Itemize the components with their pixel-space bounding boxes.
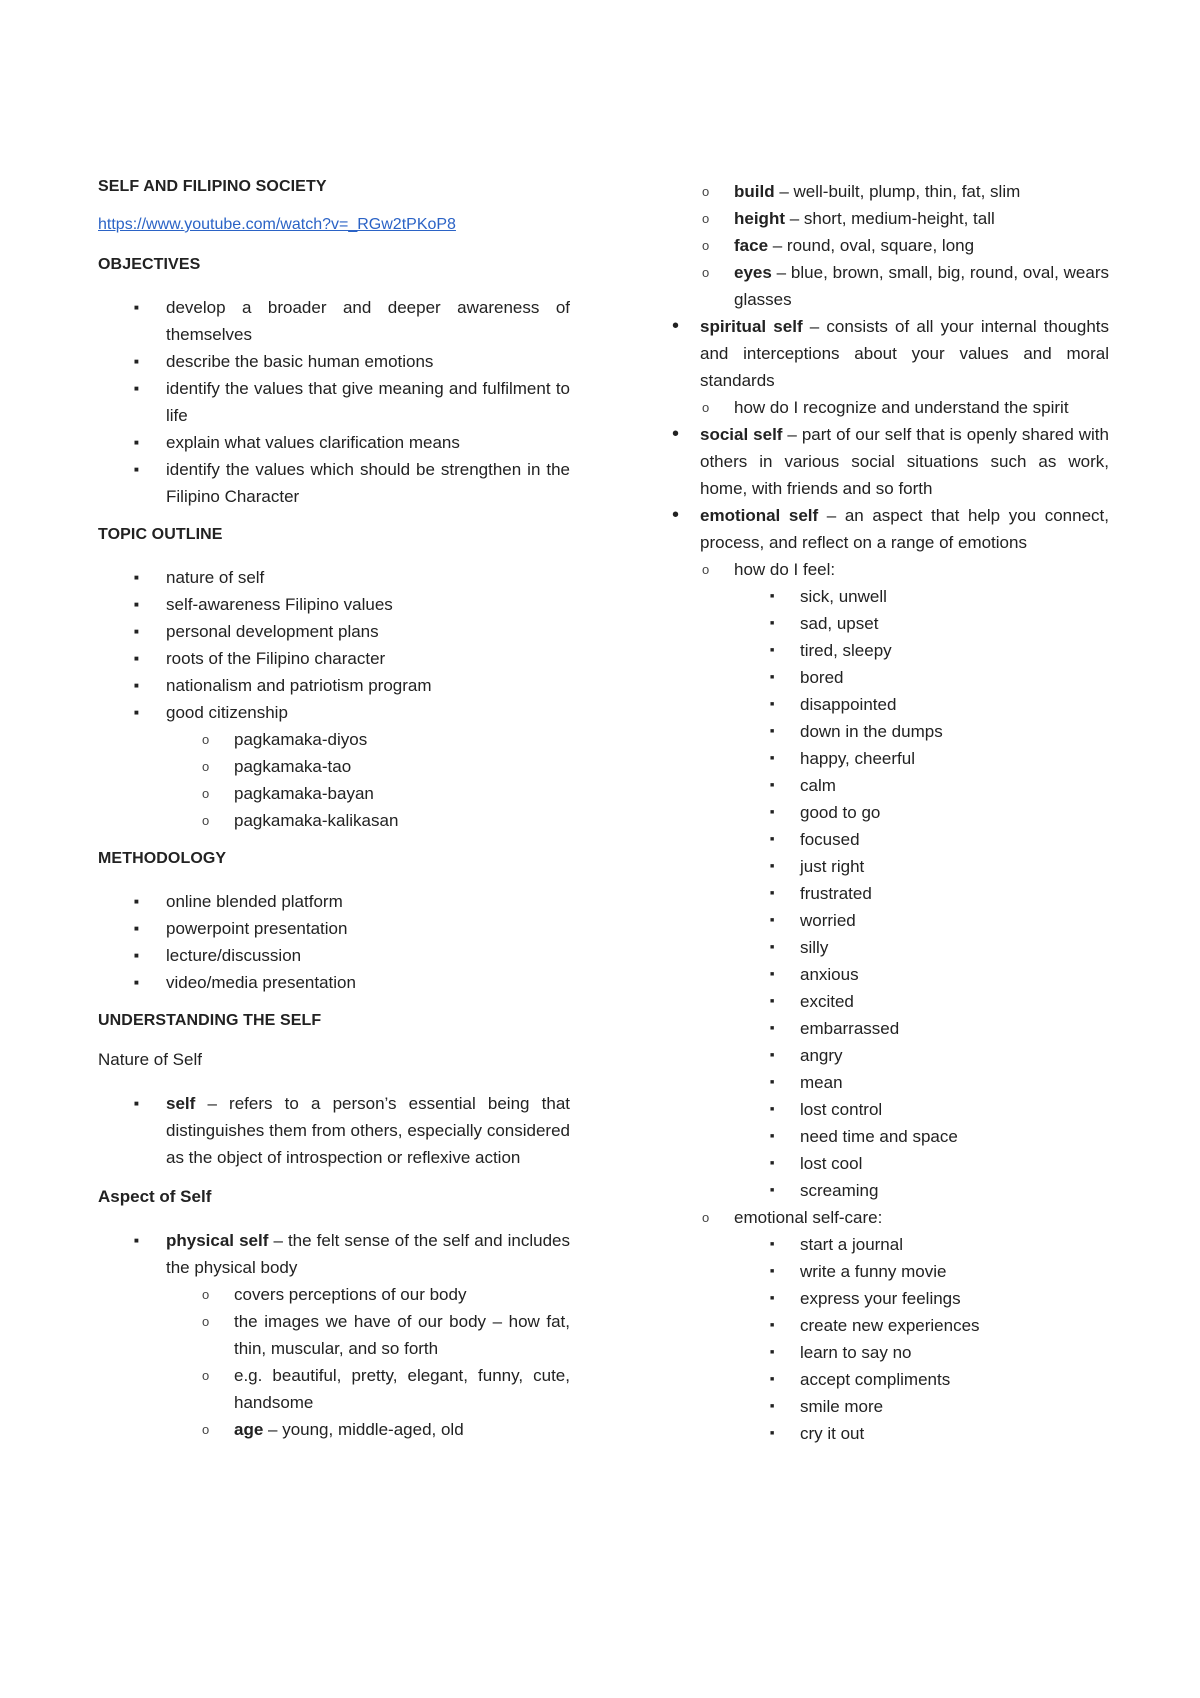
objectives-list [98,294,570,510]
methodology-list [98,888,570,996]
feeling-item: ■ worried [734,907,1109,934]
feeling-item: ■ good to go [734,799,1109,826]
selfcare-item: ■ start a journal [734,1231,1109,1258]
sub-list-item [664,259,1109,313]
feeling-item: ■ mean [734,1069,1109,1096]
list-item: ■ personal development plans [98,618,570,645]
list-item: ■ identify the values that give meaning and fulfilment to life [98,375,570,429]
physical-sublist [98,1281,570,1443]
feelings-list [734,583,1109,1204]
list-item: ■ online blended platform [98,888,570,915]
list-item [664,502,1109,1447]
selfcare-item: ■ accept compliments [734,1366,1109,1393]
feeling-item: ■ silly [734,934,1109,961]
selfcare-item: ■ write a funny movie [734,1258,1109,1285]
selfcare-item: ■ smile more [734,1393,1109,1420]
definition: – an aspect that help you connect, process, and reflect on a range of emotions [700,506,1109,552]
objectives-heading: OBJECTIVES [98,256,201,273]
self-aspects-list [664,313,1109,1447]
term: face [734,236,769,255]
sub-list-item [166,1416,570,1443]
methodology-heading: METHODOLOGY [98,850,227,867]
list-item: ■ powerpoint presentation [98,915,570,942]
list-item: ■ develop a broader and deeper awareness of themselves [98,294,570,348]
left-column [98,178,570,1459]
list-item [98,1090,570,1171]
feeling-item: ■ calm [734,772,1109,799]
list-item [98,1227,570,1443]
list-item-text: good citizenship [166,703,288,722]
feeling-item: ■ bored [734,664,1109,691]
selfcare-list [734,1231,1109,1447]
list-item: ■ nature of self [98,564,570,591]
definition: – consists of all your internal thoughts and interceptions about your values and moral standards [700,317,1109,390]
feeling-item: ■ screaming [734,1177,1109,1204]
feeling-item: ■ focused [734,826,1109,853]
selfcare-item: ■ learn to say no [734,1339,1109,1366]
definition: – part of our self that is openly shared with others in various social situations such as work, home, with friends and so forth [700,425,1109,498]
aspect-list [98,1227,570,1443]
list-item: ■ roots of the Filipino character [98,645,570,672]
sub-list-item [664,178,1109,205]
list-item: ■ describe the basic human emotions [98,348,570,375]
spiritual-sublist [664,394,1109,421]
feeling-item: ■ need time and space [734,1123,1109,1150]
feeling-item: ■ frustrated [734,880,1109,907]
term: spiritual self [700,317,803,336]
nature-of-self-heading: Nature of Self [98,1050,202,1069]
feel-label: how do I feel: [734,560,836,579]
feeling-item: ■ sick, unwell [734,583,1109,610]
selfcare-item: ■ express your feelings [734,1285,1109,1312]
youtube-link[interactable]: https://www.youtube.com/watch?v=_RGw2tPKoP8 [98,216,456,233]
nature-list [98,1090,570,1171]
sub-list-item: o pagkamaka-tao [166,753,570,780]
term: build [734,182,775,201]
topic-outline-heading: TOPIC OUTLINE [98,526,223,543]
selfcare-item: ■ create new experiences [734,1312,1109,1339]
sub-list-item [664,232,1109,259]
list-item: ■ self-awareness Filipino values [98,591,570,618]
term: physical self [166,1231,269,1250]
selfcare-item: ■ cry it out [734,1420,1109,1447]
list-item: ■ explain what values clarification means [98,429,570,456]
feeling-item: ■ just right [734,853,1109,880]
list-item: ■ lecture/discussion [98,942,570,969]
feeling-item: ■ excited [734,988,1109,1015]
sub-list-item: o the images we have of our body – how fat, thin, muscular, and so forth [166,1308,570,1362]
feeling-item: ■ tired, sleepy [734,637,1109,664]
feeling-item: ■ angry [734,1042,1109,1069]
definition: – refers to a person’s essential being that distinguishes them from others, especially considered as the object of introspection or reflexive action [166,1094,570,1167]
term: emotional self [700,506,819,525]
term: age [234,1420,264,1439]
aspect-of-self-heading: Aspect of Self [98,1187,212,1206]
sub-list-item [664,205,1109,232]
list-item [664,421,1109,502]
citizenship-sublist [98,726,570,834]
definition: – round, oval, square, long [768,236,975,255]
right-column [664,178,1109,1447]
definition: – young, middle-aged, old [263,1420,464,1439]
sub-list-item: o pagkamaka-diyos [166,726,570,753]
feeling-item: ■ sad, upset [734,610,1109,637]
feeling-item: ■ happy, cheerful [734,745,1109,772]
term: social self [700,425,783,444]
list-item [664,313,1109,421]
list-item: ■ identify the values which should be strengthen in the Filipino Character [98,456,570,510]
list-item [98,699,570,834]
sub-list-item: o e.g. beautiful, pretty, elegant, funny, cute, handsome [166,1362,570,1416]
term: self [166,1094,196,1113]
document-title: SELF AND FILIPINO SOCIETY [98,178,327,195]
sub-list-item [664,556,1109,1204]
sub-list-item [664,1204,1109,1447]
sub-list-item: o how do I recognize and understand the spirit [664,394,1109,421]
topic-outline-list [98,564,570,834]
definition: – well-built, plump, thin, fat, slim [774,182,1021,201]
sub-list-item: o pagkamaka-bayan [166,780,570,807]
physical-attributes-list [664,178,1109,313]
feeling-item: ■ lost cool [734,1150,1109,1177]
selfcare-label: emotional self-care: [734,1208,883,1227]
feeling-item: ■ disappointed [734,691,1109,718]
sub-list-item: o pagkamaka-kalikasan [166,807,570,834]
emotional-sublist [664,556,1109,1447]
list-item: ■ nationalism and patriotism program [98,672,570,699]
definition: – blue, brown, small, big, round, oval, wears glasses [734,263,1109,309]
definition: – short, medium-height, tall [785,209,995,228]
understanding-heading: UNDERSTANDING THE SELF [98,1012,322,1029]
definition: – the felt sense of the self and includes the physical body [166,1231,570,1277]
term: height [734,209,785,228]
feeling-item: ■ anxious [734,961,1109,988]
feeling-item: ■ embarrassed [734,1015,1109,1042]
feeling-item: ■ lost control [734,1096,1109,1123]
term: eyes [734,263,772,282]
sub-list-item: o covers perceptions of our body [166,1281,570,1308]
list-item: ■ video/media presentation [98,969,570,996]
feeling-item: ■ down in the dumps [734,718,1109,745]
